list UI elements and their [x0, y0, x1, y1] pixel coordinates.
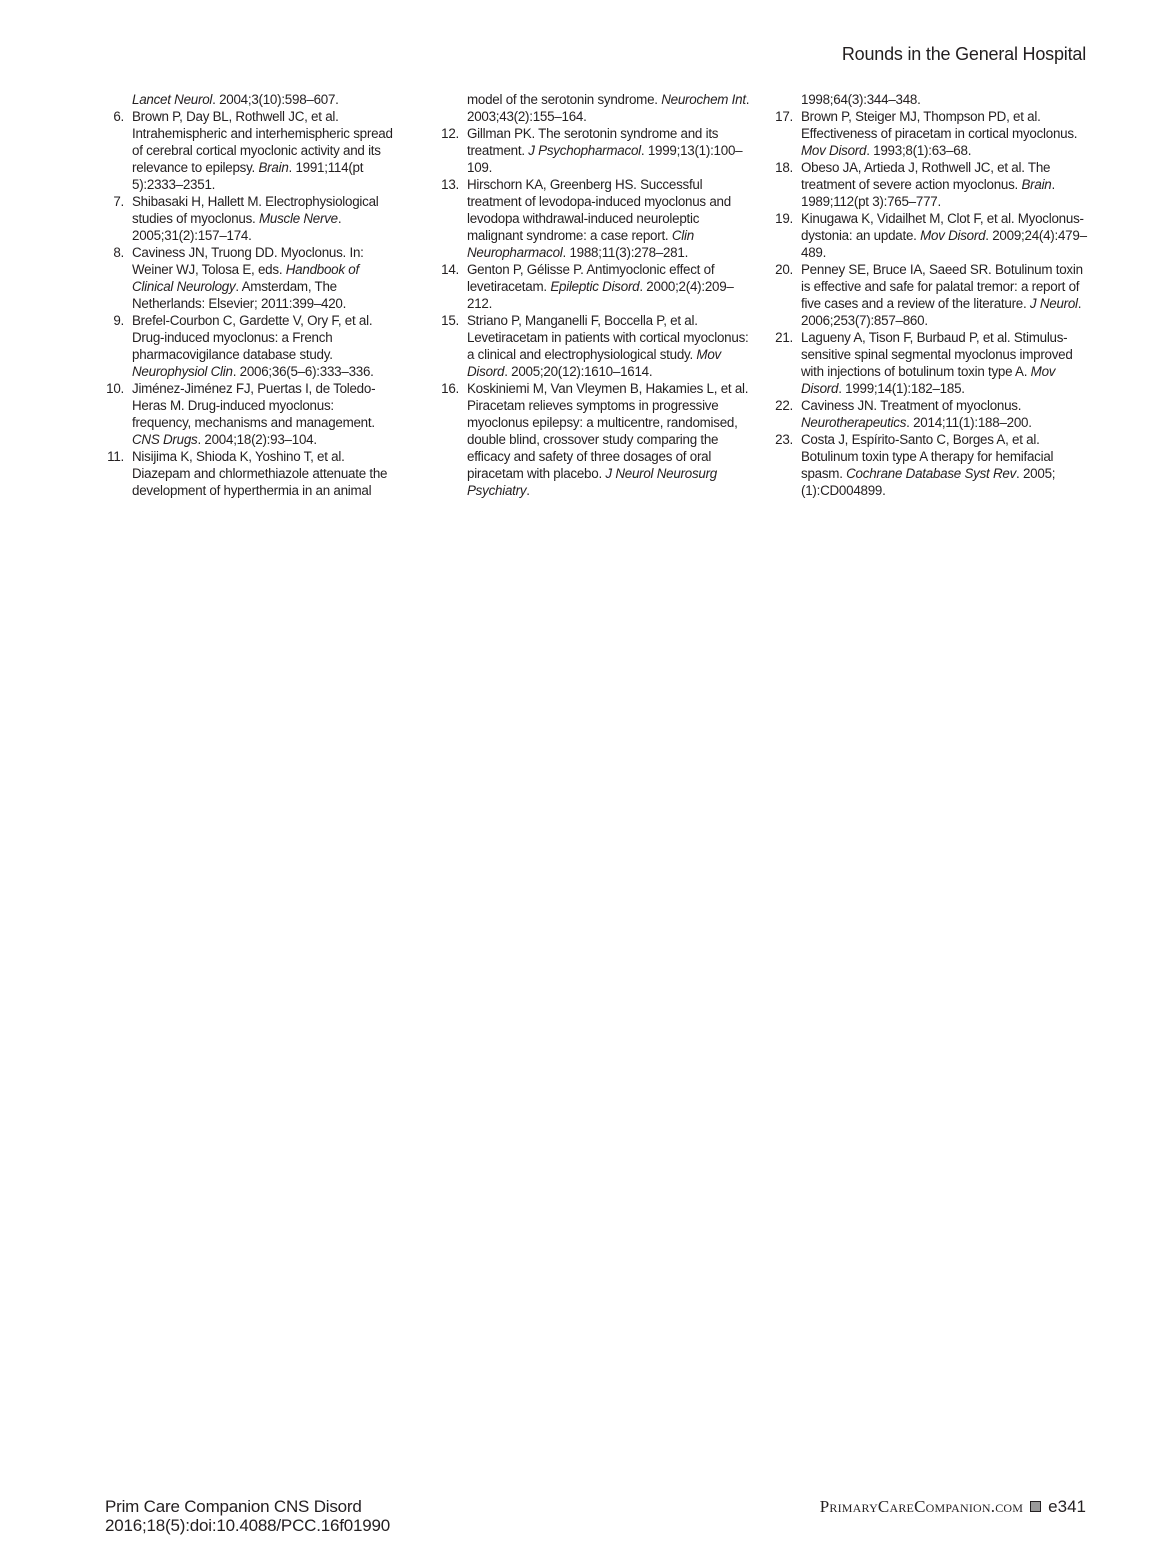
reference-continuation: model of the serotonin syndrome. Neurochem Int. 2003;43(2):155–164.: [467, 92, 750, 124]
reference-18: 18. Obeso JA, Artieda J, Rothwell JC, et al. The treatment of severe action myoclonus. Brain. 1989;112(pt 3):765–777.: [775, 160, 1055, 209]
reference-8: 8. Caviness JN, Truong DD. Myoclonus. In: Weiner WJ, Tolosa E, eds. Handbook of Clinical Neurology. Amsterdam, The Netherlands: Elsevier; 2011:399–420.: [113, 245, 364, 311]
reference-continuation: 1998;64(3):344–348.: [801, 92, 921, 107]
running-header: Rounds in the General Hospital: [841, 44, 1086, 64]
references-column-1: [104, 91, 396, 499]
reference-9: 9. Brefel-Courbon C, Gardette V, Ory F, et al. Drug-induced myoclonus: a French pharmacovigilance database study. Neurophysiol Clin. 2006;36(5–6):333–336.: [113, 313, 374, 379]
reference-16: 16. Koskiniemi M, Van Vleymen B, Hakamies L, et al. Piracetam relieves symptoms in progressive myoclonus epilepsy: a multicentre, randomised, double blind, crossover study comparing the efficacy and safety of three dosages of oral piracetam with placebo. J Neurol Neurosurg Psychiatry.: [441, 381, 749, 498]
reference-11: 11. Nisijima K, Shioda K, Yoshino T, et al. Diazepam and chlormethiazole attenuate the development of hyperthermia in an animal: [107, 449, 388, 498]
reference-23: 23. Costa J, Espírito-Santo C, Borges A, et al. Botulinum toxin type A therapy for hemifacial spasm. Cochrane Database Syst Rev. 2005;(1):CD004899.: [775, 432, 1056, 498]
reference-14: 14. Genton P, Gélisse P. Antimyoclonic effect of levetiracetam. Epileptic Disord. 2000;2(4):209–212.: [441, 262, 734, 311]
references-column-3: [773, 91, 1087, 499]
reference-22: 22. Caviness JN. Treatment of myoclonus. Neurotherapeutics. 2014;11(1):188–200.: [775, 398, 1032, 430]
reference-20: 20. Penney SE, Bruce IA, Saeed SR. Botulinum toxin is effective and safe for palatal tremor: a report of five cases and a review of the literature. J Neurol. 2006;253(7):857–860.: [775, 262, 1083, 328]
reference-10: 10. Jiménez-Jiménez FJ, Puertas I, de Toledo-Heras M. Drug-induced myoclonus: frequency, mechanisms and management. CNS Drugs. 2004;18(2):93–104.: [106, 381, 376, 447]
footer-citation: [105, 1497, 390, 1535]
references-column-2: [439, 91, 751, 499]
reference-13: 13. Hirschorn KA, Greenberg HS. Successful treatment of levodopa-induced myoclonus and levodopa withdrawal-induced neuroleptic malignant syndrome: a case report. Clin Neuropharmacol. 1988;11(3):278–281.: [441, 177, 731, 260]
footer-site-page: [820, 1497, 1086, 1516]
page-number: e341: [1048, 1497, 1086, 1516]
reference-7: 7. Shibasaki H, Hallett M. Electrophysiological studies of myoclonus. Muscle Nerve. 2005;31(2):157–174.: [113, 194, 379, 243]
reference-continuation: Lancet Neurol. 2004;3(10):598–607.: [132, 92, 339, 107]
footer-journal: Prim Care Companion CNS Disord: [105, 1497, 362, 1516]
reference-15: 15. Striano P, Manganelli F, Boccella P, et al. Levetiracetam in patients with cortical myoclonus: a clinical and electrophysiological study. Mov Disord. 2005;20(12):1610–1614.: [441, 313, 749, 379]
footer-doi: 2016;18(5):doi:10.4088/PCC.16f01990: [105, 1516, 391, 1535]
reference-12: 12. Gillman PK. The serotonin syndrome and its treatment. J Psychopharmacol. 1999;13(1):100–109.: [441, 126, 743, 175]
reference-19: 19. Kinugawa K, Vidailhet M, Clot F, et al. Myoclonus-dystonia: an update. Mov Disord. 2009;24(4):479–489.: [775, 211, 1087, 260]
reference-6: 6. Brown P, Day BL, Rothwell JC, et al. Intrahemispheric and interhemispheric spread of cerebral cortical myoclonic activity and its relevance to epilepsy. Brain. 1991;114(pt 5):2333–2351.: [113, 109, 393, 192]
footer-site: PrimaryCareCompanion.com: [819, 1497, 1024, 1516]
reference-21: 21. Lagueny A, Tison F, Burbaud P, et al. Stimulus-sensitive spinal segmental myoclonus improved with injections of botulinum toxin type A. Mov Disord. 1999;14(1):182–185.: [775, 330, 1073, 396]
reference-17: 17. Brown P, Steiger MJ, Thompson PD, et al. Effectiveness of piracetam in cortical myoclonus. Mov Disord. 1993;8(1):63–68.: [775, 109, 1078, 158]
square-bullet-icon: [1030, 1501, 1041, 1512]
